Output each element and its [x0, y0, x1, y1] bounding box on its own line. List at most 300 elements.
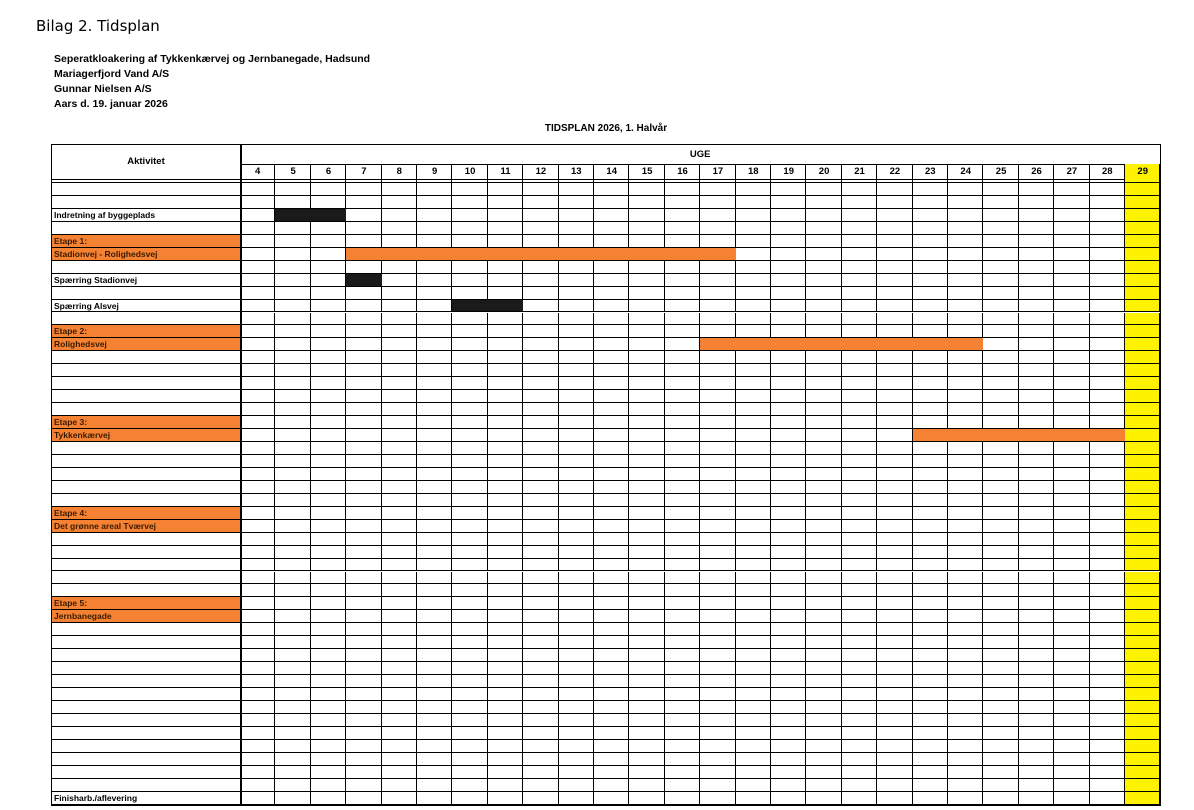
grid-cell	[240, 261, 275, 274]
grid-cell	[382, 520, 417, 533]
grid-cell	[771, 610, 806, 623]
grid-cell	[311, 325, 346, 338]
grid-cell	[488, 533, 523, 546]
grid-cell	[948, 442, 983, 455]
grid-cell	[523, 559, 558, 572]
grid-cell	[594, 183, 629, 196]
grid-cell	[417, 416, 452, 429]
grid-cell	[665, 364, 700, 377]
schedule-bar-orange	[346, 248, 735, 260]
grid-cell	[877, 183, 912, 196]
grid-cell	[594, 662, 629, 675]
activity-label: Tykkenkærvej	[52, 429, 240, 442]
grid-cell	[1054, 403, 1089, 416]
grid-cell	[275, 313, 310, 326]
grid-cell	[629, 675, 664, 688]
grid-cell	[346, 300, 381, 313]
grid-cell	[311, 196, 346, 209]
grid-cell	[382, 274, 417, 287]
grid-cell	[523, 390, 558, 403]
grid-cell	[382, 779, 417, 792]
grid-cell	[736, 455, 771, 468]
grid-cell	[1090, 688, 1125, 701]
grid-cell	[240, 753, 275, 766]
grid-cell	[983, 649, 1018, 662]
activity-cell	[52, 403, 240, 416]
grid-cell	[382, 235, 417, 248]
grid-cell	[311, 455, 346, 468]
week-number-24: 24	[960, 166, 971, 177]
grid-cell	[488, 390, 523, 403]
grid-cell	[913, 740, 948, 753]
grid-cell	[594, 313, 629, 326]
grid-cell	[594, 675, 629, 688]
week-number-17: 17	[712, 166, 724, 177]
grid-cell	[1019, 662, 1054, 675]
grid-cell	[346, 623, 381, 636]
grid-cell	[806, 688, 841, 701]
grid-cell	[1125, 533, 1160, 546]
grid-cell	[877, 636, 912, 649]
grid-cell	[346, 727, 381, 740]
grid-cell	[877, 507, 912, 520]
activity-cell	[52, 481, 240, 494]
grid-cell	[346, 546, 381, 559]
grid-cell	[240, 533, 275, 546]
grid-cell	[452, 313, 487, 326]
grid-cell	[1090, 584, 1125, 597]
activity-cell	[52, 261, 240, 274]
schedule-bar-black	[346, 274, 381, 286]
grid-cell	[1090, 753, 1125, 766]
grid-cell	[346, 507, 381, 520]
grid-cell	[275, 494, 310, 507]
grid-cell	[983, 559, 1018, 572]
activity-cell	[52, 714, 240, 727]
grid-cell	[913, 377, 948, 390]
grid-cell	[1019, 623, 1054, 636]
grid-cell	[629, 584, 664, 597]
grid-cell	[700, 662, 735, 675]
grid-cell	[913, 468, 948, 481]
grid-cell	[488, 313, 523, 326]
activity-cell	[52, 559, 240, 572]
grid-cell	[311, 416, 346, 429]
grid-cell	[806, 779, 841, 792]
grid-cell	[417, 507, 452, 520]
grid-cell	[346, 313, 381, 326]
grid-cell	[665, 636, 700, 649]
grid-cell	[665, 300, 700, 313]
grid-cell	[806, 351, 841, 364]
grid-cell	[877, 662, 912, 675]
grid-cell	[1090, 248, 1125, 261]
grid-cell	[1125, 261, 1160, 274]
grid-cell	[1054, 313, 1089, 326]
grid-cell	[629, 390, 664, 403]
activity-label: Indretning af byggeplads	[52, 209, 240, 222]
grid-cell	[913, 313, 948, 326]
grid-cell	[1019, 468, 1054, 481]
grid-cell	[452, 779, 487, 792]
grid-cell	[842, 235, 877, 248]
grid-cell	[948, 792, 983, 805]
grid-cell	[275, 610, 310, 623]
grid-cell	[523, 338, 558, 351]
grid-cell	[1125, 766, 1160, 779]
grid-cell	[275, 403, 310, 416]
grid-cell	[1054, 727, 1089, 740]
grid-cell	[1019, 183, 1054, 196]
grid-cell	[346, 455, 381, 468]
grid-cell	[806, 274, 841, 287]
week-number-6: 6	[325, 166, 332, 177]
grid-cell	[382, 183, 417, 196]
activity-label: Etape 2:	[52, 325, 240, 338]
grid-cell	[806, 610, 841, 623]
grid-cell	[1054, 701, 1089, 714]
grid-cell	[488, 494, 523, 507]
grid-cell	[736, 300, 771, 313]
grid-cell	[948, 196, 983, 209]
grid-cell	[488, 649, 523, 662]
grid-cell	[594, 364, 629, 377]
grid-cell	[877, 766, 912, 779]
grid-cell	[771, 364, 806, 377]
grid-cell	[1090, 403, 1125, 416]
grid-cell	[1054, 338, 1089, 351]
grid-cell	[382, 714, 417, 727]
grid-cell	[1054, 235, 1089, 248]
grid-cell	[382, 468, 417, 481]
grid-cell	[1054, 351, 1089, 364]
grid-cell	[275, 455, 310, 468]
grid-cell	[877, 261, 912, 274]
grid-cell	[346, 701, 381, 714]
grid-cell	[240, 727, 275, 740]
grid-cell	[1090, 416, 1125, 429]
grid-cell	[559, 442, 594, 455]
grid-cell	[594, 455, 629, 468]
grid-cell	[523, 364, 558, 377]
grid-cell	[842, 533, 877, 546]
grid-cell	[771, 183, 806, 196]
grid-cell	[948, 507, 983, 520]
grid-cell	[629, 494, 664, 507]
grid-cell	[913, 520, 948, 533]
grid-cell	[877, 209, 912, 222]
grid-cell	[311, 636, 346, 649]
grid-cell	[877, 779, 912, 792]
grid-cell	[736, 481, 771, 494]
schedule-bar-black	[275, 209, 346, 221]
grid-cell	[452, 701, 487, 714]
grid-cell	[736, 287, 771, 300]
grid-cell	[700, 494, 735, 507]
grid-cell	[983, 610, 1018, 623]
grid-cell	[559, 377, 594, 390]
grid-cell	[275, 559, 310, 572]
grid-cell	[1019, 403, 1054, 416]
activity-cell	[52, 572, 240, 585]
grid-cell	[311, 442, 346, 455]
grid-cell	[1125, 403, 1160, 416]
grid-cell	[1019, 507, 1054, 520]
grid-cell	[806, 636, 841, 649]
grid-cell	[771, 300, 806, 313]
grid-cell	[594, 300, 629, 313]
grid-cell	[1019, 559, 1054, 572]
grid-cell	[346, 468, 381, 481]
grid-cell	[1125, 520, 1160, 533]
grid-cell	[382, 688, 417, 701]
grid-cell	[842, 261, 877, 274]
grid-cell	[240, 300, 275, 313]
grid-cell	[488, 261, 523, 274]
grid-cell	[594, 235, 629, 248]
grid-cell	[488, 779, 523, 792]
grid-cell	[948, 779, 983, 792]
grid-cell	[842, 662, 877, 675]
grid-cell	[948, 623, 983, 636]
grid-cell	[1054, 287, 1089, 300]
grid-cell	[665, 183, 700, 196]
grid-cell	[665, 429, 700, 442]
grid-cell	[452, 455, 487, 468]
grid-cell	[1054, 610, 1089, 623]
grid-cell	[488, 688, 523, 701]
grid-cell	[559, 610, 594, 623]
grid-cell	[1054, 520, 1089, 533]
grid-cell	[665, 792, 700, 805]
activity-cell	[52, 546, 240, 559]
grid-cell	[948, 274, 983, 287]
grid-cell	[488, 559, 523, 572]
schedule-bar-orange	[700, 338, 983, 350]
grid-cell	[311, 546, 346, 559]
grid-cell	[1125, 675, 1160, 688]
grid-cell	[665, 351, 700, 364]
activity-label: Etape 3:	[52, 416, 240, 429]
grid-cell	[594, 261, 629, 274]
grid-cell	[559, 688, 594, 701]
grid-cell	[629, 649, 664, 662]
grid-cell	[382, 740, 417, 753]
grid-cell	[629, 403, 664, 416]
grid-cell	[346, 261, 381, 274]
grid-cell	[382, 416, 417, 429]
grid-cell	[346, 714, 381, 727]
grid-cell	[452, 740, 487, 753]
grid-cell	[275, 688, 310, 701]
grid-cell	[382, 507, 417, 520]
grid-cell	[877, 623, 912, 636]
grid-cell	[877, 675, 912, 688]
grid-cell	[275, 533, 310, 546]
grid-cell	[488, 325, 523, 338]
grid-cell	[736, 714, 771, 727]
grid-cell	[983, 597, 1018, 610]
grid-cell	[240, 572, 275, 585]
grid-cell	[629, 779, 664, 792]
grid-cell	[913, 416, 948, 429]
appendix-title: Bilag 2. Tidsplan	[36, 17, 160, 35]
grid-cell	[700, 688, 735, 701]
grid-cell	[700, 792, 735, 805]
grid-cell	[594, 572, 629, 585]
grid-cell	[594, 416, 629, 429]
week-number-19: 19	[783, 166, 794, 177]
grid-cell	[382, 442, 417, 455]
grid-cell	[417, 727, 452, 740]
grid-cell	[877, 468, 912, 481]
grid-cell	[877, 377, 912, 390]
grid-cell	[417, 261, 452, 274]
grid-cell	[629, 429, 664, 442]
grid-cell	[736, 261, 771, 274]
grid-cell	[240, 209, 275, 222]
grid-cell	[806, 429, 841, 442]
grid-cell	[948, 766, 983, 779]
grid-cell	[842, 753, 877, 766]
grid-cell	[629, 209, 664, 222]
grid-cell	[983, 572, 1018, 585]
grid-cell	[665, 235, 700, 248]
grid-cell	[913, 235, 948, 248]
grid-cell	[948, 235, 983, 248]
grid-cell	[877, 196, 912, 209]
grid-cell	[629, 481, 664, 494]
grid-cell	[983, 235, 1018, 248]
grid-cell	[948, 701, 983, 714]
grid-cell	[665, 546, 700, 559]
grid-cell	[488, 701, 523, 714]
grid-cell	[877, 325, 912, 338]
grid-cell	[559, 313, 594, 326]
grid-cell	[983, 584, 1018, 597]
grid-cell	[842, 740, 877, 753]
grid-cell	[1125, 610, 1160, 623]
grid-cell	[1090, 390, 1125, 403]
grid-cell	[452, 636, 487, 649]
grid-cell	[240, 740, 275, 753]
grid-cell	[1090, 196, 1125, 209]
grid-cell	[240, 597, 275, 610]
grid-cell	[948, 261, 983, 274]
grid-cell	[240, 364, 275, 377]
grid-cell	[1054, 325, 1089, 338]
grid-cell	[275, 636, 310, 649]
grid-cell	[488, 416, 523, 429]
grid-cell	[913, 766, 948, 779]
week-number-8: 8	[396, 166, 402, 177]
grid-cell	[913, 274, 948, 287]
grid-cell	[842, 274, 877, 287]
grid-cell	[983, 338, 1018, 351]
grid-cell	[877, 572, 912, 585]
grid-cell	[665, 403, 700, 416]
grid-cell	[488, 753, 523, 766]
grid-cell	[771, 779, 806, 792]
grid-cell	[877, 649, 912, 662]
grid-cell	[382, 662, 417, 675]
grid-cell	[1090, 235, 1125, 248]
grid-cell	[1019, 533, 1054, 546]
grid-cell	[417, 442, 452, 455]
grid-cell	[806, 597, 841, 610]
grid-cell	[346, 766, 381, 779]
grid-cell	[559, 390, 594, 403]
grid-cell	[806, 481, 841, 494]
grid-cell	[452, 546, 487, 559]
grid-cell	[842, 792, 877, 805]
grid-cell	[913, 753, 948, 766]
grid-cell	[275, 584, 310, 597]
grid-cell	[559, 636, 594, 649]
grid-cell	[1054, 546, 1089, 559]
grid-cell	[275, 662, 310, 675]
grid-cell	[913, 196, 948, 209]
grid-cell	[665, 740, 700, 753]
grid-cell	[452, 338, 487, 351]
grid-cell	[382, 364, 417, 377]
grid-cell	[452, 727, 487, 740]
grid-cell	[594, 196, 629, 209]
grid-cell	[417, 662, 452, 675]
grid-cell	[665, 468, 700, 481]
grid-cell	[382, 675, 417, 688]
grid-cell	[488, 623, 523, 636]
grid-cell	[346, 287, 381, 300]
grid-cell	[594, 623, 629, 636]
grid-cell	[1019, 248, 1054, 261]
grid-cell	[1019, 714, 1054, 727]
grid-cell	[842, 675, 877, 688]
grid-cell	[240, 403, 275, 416]
grid-cell	[629, 766, 664, 779]
grid-cell	[736, 248, 771, 261]
grid-cell	[594, 533, 629, 546]
grid-cell	[806, 559, 841, 572]
grid-cell	[983, 364, 1018, 377]
grid-cell	[700, 623, 735, 636]
grid-cell	[311, 766, 346, 779]
grid-cell	[700, 442, 735, 455]
grid-cell	[948, 468, 983, 481]
grid-cell	[700, 779, 735, 792]
week-number-26: 26	[1031, 166, 1042, 177]
grid-cell	[559, 533, 594, 546]
grid-cell	[983, 507, 1018, 520]
grid-cell	[275, 325, 310, 338]
grid-cell	[736, 636, 771, 649]
grid-cell	[311, 507, 346, 520]
grid-cell	[559, 351, 594, 364]
grid-cell	[1090, 701, 1125, 714]
grid-cell	[806, 494, 841, 507]
grid-cell	[240, 287, 275, 300]
grid-cell	[275, 300, 310, 313]
grid-cell	[913, 442, 948, 455]
grid-cell	[983, 546, 1018, 559]
grid-cell	[700, 455, 735, 468]
grid-cell	[1125, 416, 1160, 429]
grid-cell	[877, 597, 912, 610]
grid-cell	[275, 183, 310, 196]
grid-cell	[700, 727, 735, 740]
grid-cell	[983, 403, 1018, 416]
grid-cell	[913, 727, 948, 740]
